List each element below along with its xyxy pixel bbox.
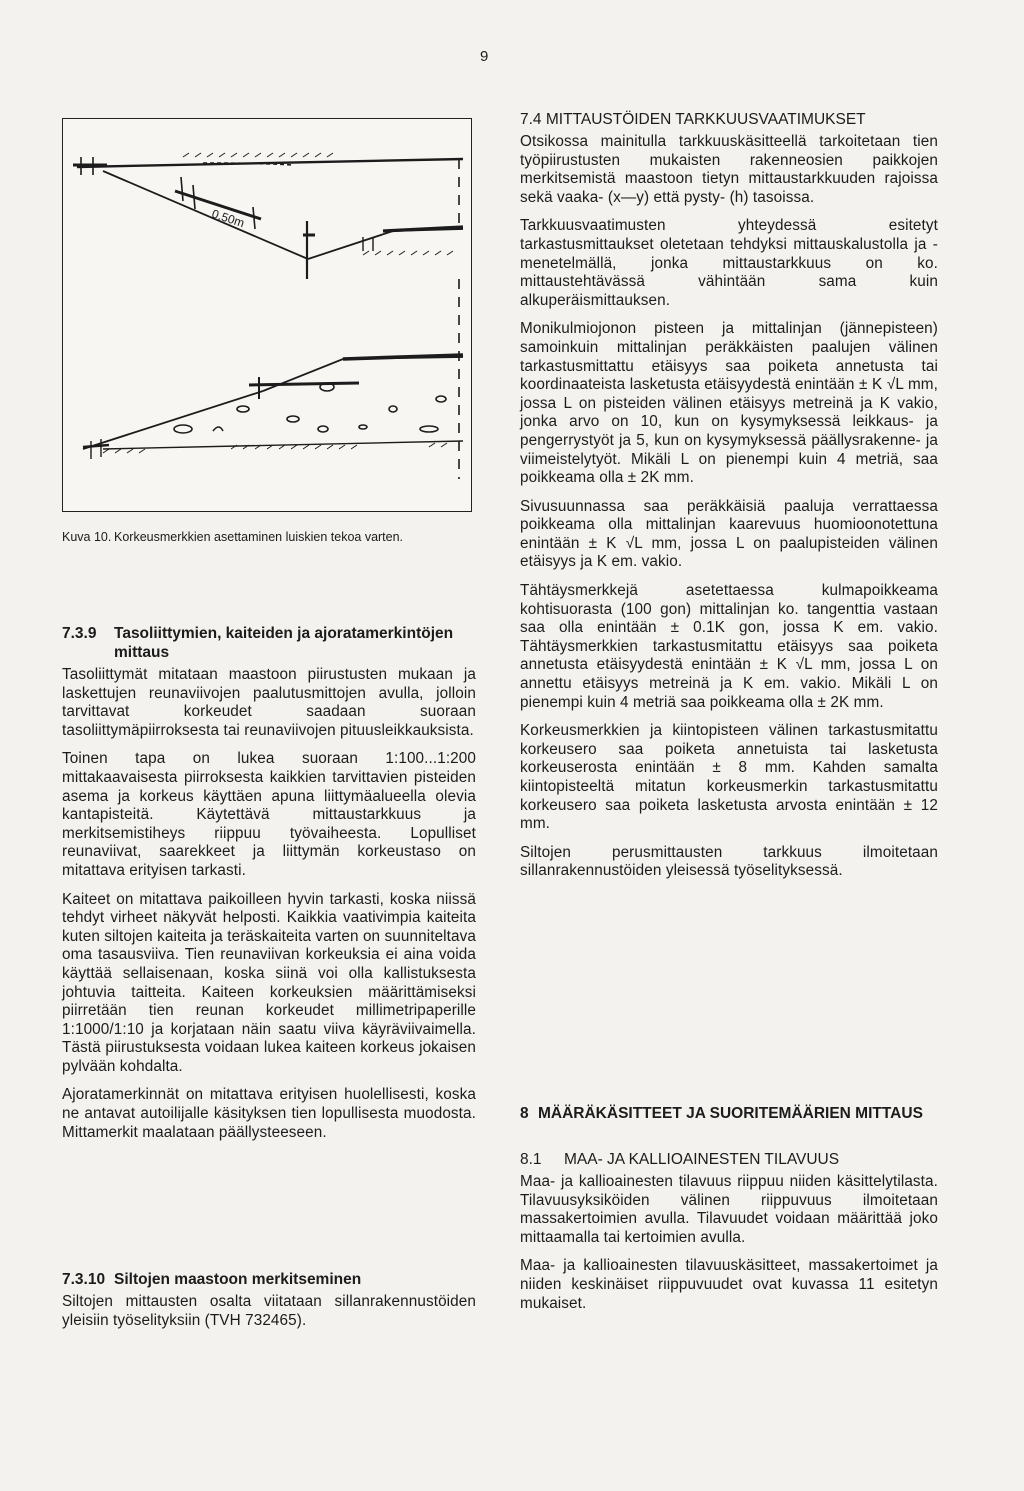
section-title: Siltojen maastoon merkitseminen <box>114 1271 362 1288</box>
figure-caption <box>62 528 474 546</box>
section-number: 7.3.10 <box>62 1271 106 1288</box>
section-heading <box>520 1150 938 1169</box>
section-number: 8.1 <box>520 1151 542 1168</box>
section-title: Tasoliittymien, kaiteiden ja ajoratamerkintöjen mittaus <box>114 625 454 661</box>
paragraph: Siltojen mittausten osalta viitataan sillanrakennustöiden yleisiin työselityksiin (TVH 732465). <box>62 1293 476 1329</box>
section-title: 7.4 MITTAUSTÖIDEN TARKKUUSVAATIMUKSET <box>520 111 866 128</box>
figure-slope-drawing <box>62 118 472 512</box>
paragraph: Sivusuunnassa saa peräkkäisiä paaluja verrattaessa poikkeama olla mittalinjan kaarevuus huomioonotettuna enintään ± K √L mm, jossa L on paalupisteiden välinen etäisyys ja K em. vakio. <box>520 497 938 571</box>
section-8 <box>520 1104 938 1127</box>
section-title: MAA- JA KALLIOAINESTEN TILAVUUS <box>564 1151 840 1168</box>
paragraph: Kaiteet on mitattava paikoilleen hyvin tarkasti, koska niissä tehdyt virheet näkyvät helposti. Kaikkia vaativimpia kaiteita kuten siltojen kaiteita ja teräskaiteita varten on suunniteltava oma tasausviiva. Tien reunaviivan korkeuksia ei aina voida käyttää sellaisenaan, koska siinä voi olla kallistuksesta johtuvia taitteita. Kaiteen korkeuksien määrittämiseksi piirretään tien reunan korkeudet millimetripaperille 1:1000/1:10 ja korjataan näin saatu viiva käyräviivaimella. Tästä piirustuksesta voidaan lukea kaiteen korkeus jokaisen pylvään kohdalta. <box>62 890 476 1075</box>
paragraph: Ajoratamerkinnät on mitattava erityisen huolellisesti, koska ne antavat autoilijalle käsityksen tien lopullisesta muodosta. Mittamerkit maalataan päällysteeseen. <box>62 1086 476 1141</box>
section-heading <box>62 1270 476 1289</box>
section-8-1 <box>520 1150 938 1323</box>
caption-text: Korkeusmerkkien asettaminen luiskien tekoa varten. <box>114 530 404 544</box>
paragraph: Maa- ja kallioainesten tilavuuskäsitteet, massakertoimet ja niiden keskinäiset riippuvuudet ovat kuvassa 11 esitetyn mukaiset. <box>520 1257 938 1312</box>
paragraph: Maa- ja kallioainesten tilavuus riippuu niiden käsittelytilasta. Tilavuusyksiköiden välinen riippuvuus ilmoitetaan massakertoimien avulla. Tilavuudet voidaan määrittää joko mittaamalla tai kertoimien avulla. <box>520 1173 938 1246</box>
paragraph: Otsikossa mainitulla tarkkuuskäsitteellä tarkoitetaan tien työpiirustusten mukaisten rakenneosien paikkojen merkitsemistä maastoon tietyn mittaustarkkuuden rajoissa sekä vaaka- (x—y) että pysty- (h) tasoissa. <box>520 133 938 206</box>
page-number: 9 <box>480 48 489 65</box>
caption-label: Kuva 10. <box>62 530 112 544</box>
dimension-label: 0,50m <box>210 206 247 231</box>
paragraph: Siltojen perusmittausten tarkkuus ilmoitetaan sillanrakennustöiden yleisessä työselityksessä. <box>520 843 938 880</box>
section-7-3-9 <box>62 624 476 1152</box>
section-7-3-10 <box>62 1270 476 1340</box>
paragraph: Toinen tapa on lukea suoraan 1:100...1:200 mittakaavaisesta piirroksesta kaikkien tarvittavien pisteiden asema ja korkeus käyttäen apuna liittymäalueella olevia kantapisteitä. Käytettävä mittaustarkkuus ja merkitsemistiheys riippuu työvaiheesta. Lopulliset reunaviivat, saarekkeet ja liittymän korkeustaso on mitattava erityisen tarkasti. <box>62 750 476 879</box>
paragraph: Monikulmiojonon pisteen ja mittalinjan (jännepisteen) samoinkuin mittalinjan peräkkäisten paalujen välinen tarkastusmittattu etäisyys saa poiketa annetusta tai koordinaateista lasketusta etäisyydestä enintään ± K √L mm, jossa L on pisteiden välinen etäisyys metreinä ja K vakio, jonka arvo on 10, kun on kysymyksessä leikkaus- ja pengerrystyöt ja 5, kun on kysymyksessä päällysrakenne- ja viimeistelytyöt. Mikäli L on pienempi kuin 4 metriä, saa poikkeama olla ± 2K mm. <box>520 320 938 487</box>
paragraph: Tähtäysmerkkejä asetettaessa kulmapoikkeama kohtisuorasta (100 gon) mittalinjan ko. tangenttia vastaan saa olla enintään ± 0.1K gon, jossa K em. vakio. Tähtäysmerkkien tarkastusmitattu etäisyys saa poiketa annetusta etäisyydestä enintään ± K √L mm, jossa L on annettu etäisyys metreinä ja K em. vakio. Mikäli L on pienempi kuin 4 metriä saa poikkeama olla ± 2K mm. <box>520 582 938 711</box>
slope-diagram <box>63 119 471 511</box>
paragraph: Korkeusmerkkien ja kiintopisteen välinen tarkastusmitattu korkeusero saa poiketa annetuista tai lasketusta korkeuserosta enintään ± 8 mm. Kahden samalta kiintopisteeltä mitatun korkeusmerkin tarkastusmitattu korkeusero saa poiketa lasketusta arvosta enintään ± 12 mm. <box>520 722 938 833</box>
section-heading <box>520 1104 938 1123</box>
paragraph: Tarkkuusvaatimusten yhteydessä esitetyt tarkastusmittaukset oletetaan tehdyksi mittauskalustolla ja -menetelmällä, jonka mittaustarkkuus on ko. mittaustehtävässä vähintään sama kuin alkuperäismittauksen. <box>520 217 938 309</box>
section-title: MÄÄRÄKÄSITTEET JA SUORITEMÄÄRIEN MITTAUS <box>538 1105 923 1122</box>
section-heading <box>520 110 938 129</box>
paragraph: Tasoliittymät mitataan maastoon piirustusten mukaan ja laskettujen reunaviivojen paalutusmittojen avulla, jolloin tarvittavat korkeudet saadaan suoraan tasoliittymäpiirroksesta tai reunaviivojen pituusleikkauksista. <box>62 666 476 739</box>
section-heading <box>62 624 476 662</box>
section-7-4 <box>520 110 938 891</box>
section-number: 8 <box>520 1105 529 1122</box>
section-number: 7.3.9 <box>62 625 97 642</box>
